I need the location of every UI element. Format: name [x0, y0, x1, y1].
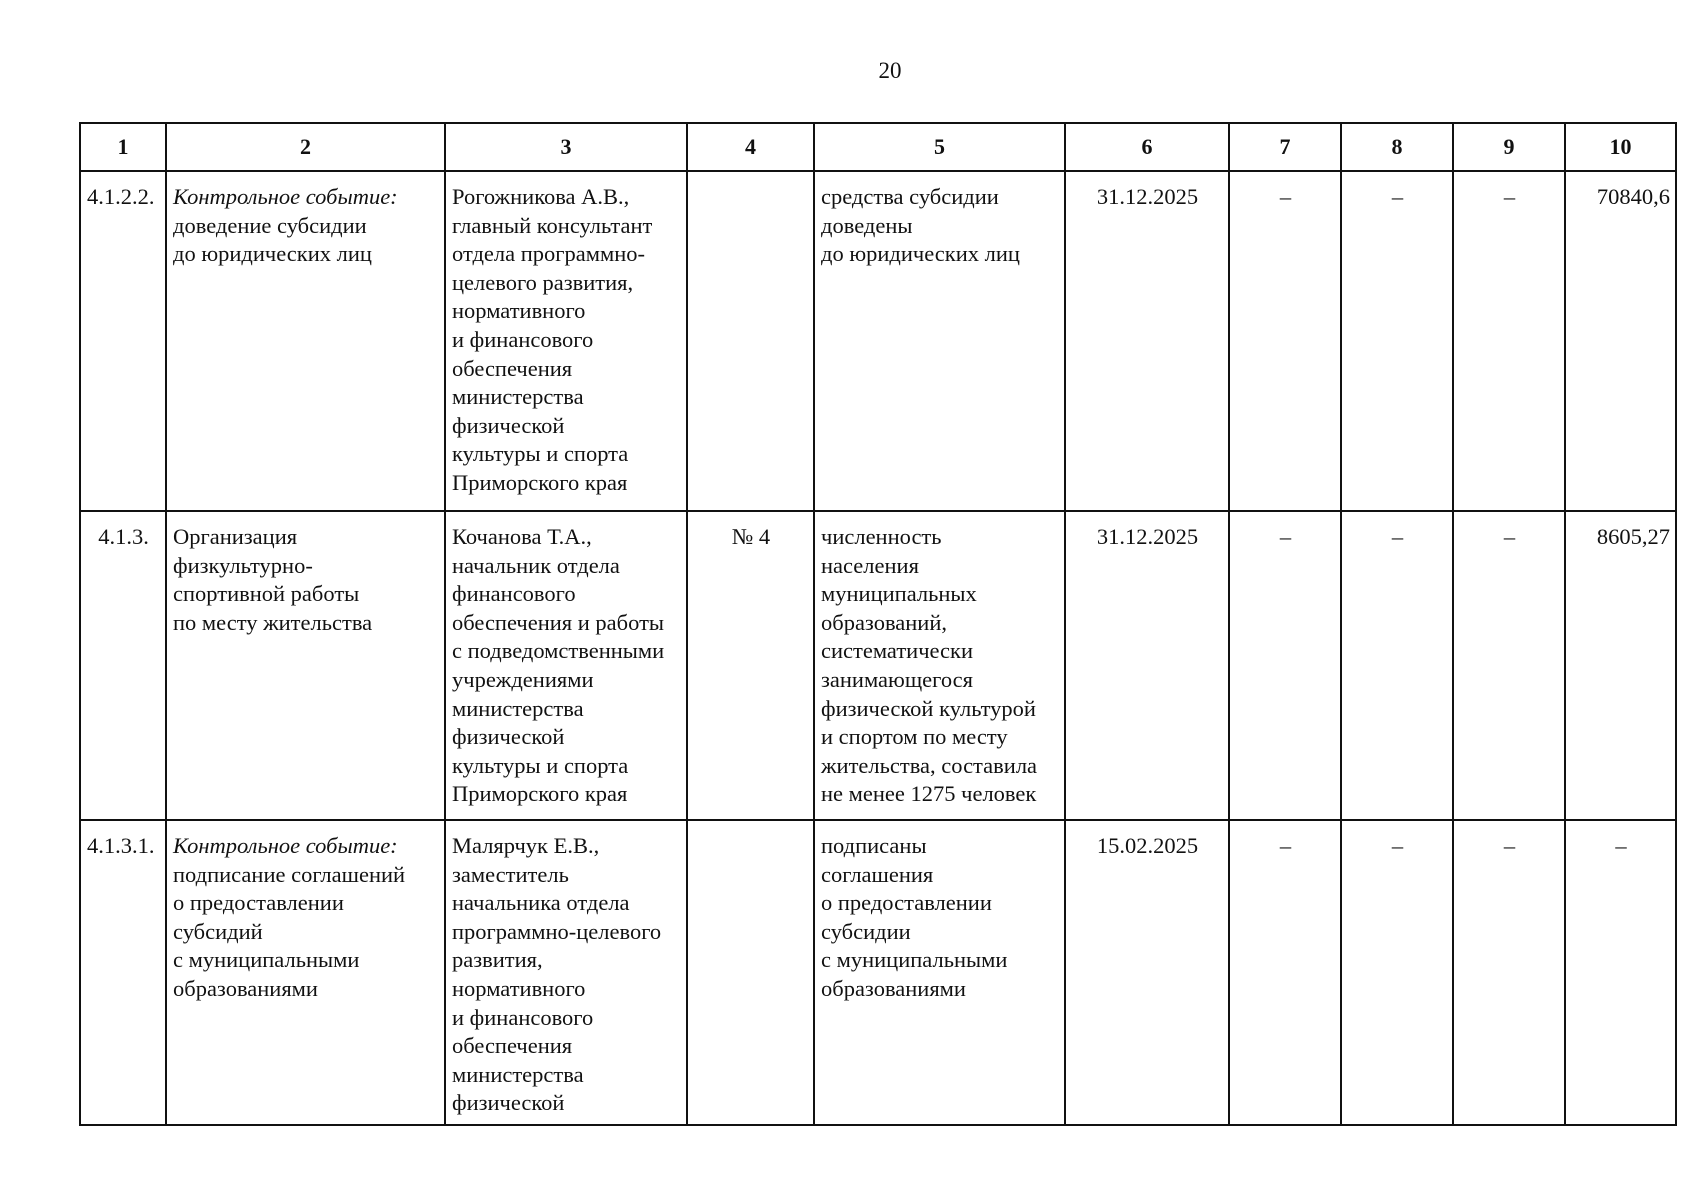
- column-header-3: 3: [445, 123, 687, 171]
- column-header-8: 8: [1341, 123, 1453, 171]
- responsible-line: программно-целевого: [452, 918, 662, 944]
- column-header-7: 7: [1229, 123, 1341, 171]
- table-row: [80, 171, 1676, 511]
- responsible-line: физической: [452, 412, 565, 438]
- event-name-line: физкультурно-: [173, 552, 313, 578]
- responsible-line: культуры и спорта: [452, 441, 629, 467]
- event-name-line: с муниципальными: [173, 947, 360, 973]
- column-header-5: 5: [814, 123, 1065, 171]
- responsible-cell: [445, 171, 687, 511]
- plan-table: [79, 122, 1677, 1126]
- responsible-cell: [445, 820, 687, 1125]
- column-header-1: 1: [80, 123, 166, 171]
- responsible-line: нормативного: [452, 975, 586, 1001]
- column-header-10: 10: [1565, 123, 1676, 171]
- column-header-6: 6: [1065, 123, 1229, 171]
- result-line: доведены: [821, 212, 913, 238]
- date-cell: 31.12.2025: [1065, 171, 1229, 511]
- control-event-label: Контрольное событие:: [173, 833, 398, 858]
- responsible-line: учреждениями: [452, 666, 594, 692]
- responsible-line: Приморского края: [452, 469, 628, 495]
- col8-cell: –: [1341, 820, 1453, 1125]
- result-line: жительства, составила: [821, 752, 1038, 778]
- col7-cell: –: [1229, 511, 1341, 820]
- row-number: 4.1.3.1.: [80, 820, 166, 1125]
- responsible-line: начальник отдела: [452, 552, 620, 578]
- responsible-line: с подведомственными: [452, 638, 665, 664]
- event-name-line: Организация: [173, 524, 298, 549]
- responsible-line: министерства: [452, 695, 584, 721]
- page-number: 20: [878, 58, 902, 83]
- header-row: [80, 123, 1676, 171]
- responsible-line: развития,: [452, 947, 543, 973]
- col8-cell: –: [1341, 511, 1453, 820]
- result-line: образованиями: [821, 975, 966, 1001]
- responsible-line: физической: [452, 1090, 565, 1116]
- indicator-cell: № 4: [687, 511, 814, 820]
- event-name-line: о предоставлении: [173, 890, 344, 916]
- responsible-line: и финансового: [452, 1004, 594, 1030]
- col9-cell: –: [1453, 820, 1565, 1125]
- column-header-4: 4: [687, 123, 814, 171]
- indicator-cell: [687, 171, 814, 511]
- table-row: [80, 511, 1676, 820]
- event-name-cell: [166, 511, 445, 820]
- date-cell: 15.02.2025: [1065, 820, 1229, 1125]
- responsible-cell: [445, 511, 687, 820]
- column-header-9: 9: [1453, 123, 1565, 171]
- col9-cell: –: [1453, 511, 1565, 820]
- row-number: 4.1.2.2.: [80, 171, 166, 511]
- result-line: подписаны: [821, 833, 927, 858]
- result-cell: [814, 171, 1065, 511]
- event-name-line: до юридических лиц: [173, 241, 372, 267]
- responsible-line: отдела программно-: [452, 241, 646, 267]
- event-name-line: образованиями: [173, 975, 318, 1001]
- result-line: занимающегося: [821, 666, 973, 692]
- responsible-line: и финансового: [452, 326, 594, 352]
- result-line: населения: [821, 552, 919, 578]
- responsible-line: обеспечения и работы: [452, 609, 665, 635]
- result-line: с муниципальными: [821, 947, 1008, 973]
- result-line: средства субсидии: [821, 184, 999, 209]
- event-name-line: по месту жительства: [173, 609, 373, 635]
- result-line: муниципальных: [821, 581, 977, 607]
- result-cell: [814, 511, 1065, 820]
- result-line: не менее 1275 человек: [821, 781, 1037, 807]
- result-line: систематически: [821, 638, 974, 664]
- result-line: до юридических лиц: [821, 241, 1020, 267]
- responsible-line: министерства: [452, 384, 584, 410]
- control-event-label: Контрольное событие:: [173, 184, 398, 209]
- event-name-line: подписание соглашений: [173, 861, 406, 887]
- result-cell: [814, 820, 1065, 1125]
- responsible-line: финансового: [452, 581, 576, 607]
- responsible-line: Малярчук Е.В.,: [452, 833, 600, 858]
- responsible-line: Рогожникова А.В.,: [452, 184, 630, 209]
- indicator-cell: [687, 820, 814, 1125]
- col10-cell: 8605,27: [1565, 511, 1676, 820]
- responsible-line: физической: [452, 724, 565, 750]
- responsible-line: Кочанова Т.А.,: [452, 524, 592, 549]
- col7-cell: –: [1229, 820, 1341, 1125]
- responsible-line: министерства: [452, 1061, 584, 1087]
- row-number: 4.1.3.: [80, 511, 166, 820]
- result-line: соглашения: [821, 861, 934, 887]
- responsible-line: главный консультант: [452, 212, 653, 238]
- result-line: физической культурой: [821, 695, 1036, 721]
- responsible-line: обеспечения: [452, 355, 573, 381]
- responsible-line: целевого развития,: [452, 269, 634, 295]
- event-name-cell: [166, 820, 445, 1125]
- responsible-line: начальника отдела: [452, 890, 630, 916]
- result-line: о предоставлении: [821, 890, 992, 916]
- column-header-2: 2: [166, 123, 445, 171]
- col10-cell: 70840,6: [1565, 171, 1676, 511]
- event-name-cell: [166, 171, 445, 511]
- col10-cell: –: [1565, 820, 1676, 1125]
- result-line: образований,: [821, 609, 948, 635]
- col7-cell: –: [1229, 171, 1341, 511]
- event-name-line: субсидий: [173, 918, 263, 944]
- result-line: численность: [821, 524, 942, 549]
- col8-cell: –: [1341, 171, 1453, 511]
- result-line: субсидии: [821, 918, 911, 944]
- event-name-line: доведение субсидии: [173, 212, 367, 238]
- responsible-line: Приморского края: [452, 781, 628, 807]
- responsible-line: культуры и спорта: [452, 752, 629, 778]
- result-line: и спортом по месту: [821, 724, 1008, 750]
- date-cell: 31.12.2025: [1065, 511, 1229, 820]
- event-name-line: спортивной работы: [173, 581, 360, 607]
- table-row: [80, 820, 1676, 1125]
- responsible-line: обеспечения: [452, 1033, 573, 1059]
- responsible-line: заместитель: [452, 861, 569, 887]
- col9-cell: –: [1453, 171, 1565, 511]
- responsible-line: нормативного: [452, 298, 586, 324]
